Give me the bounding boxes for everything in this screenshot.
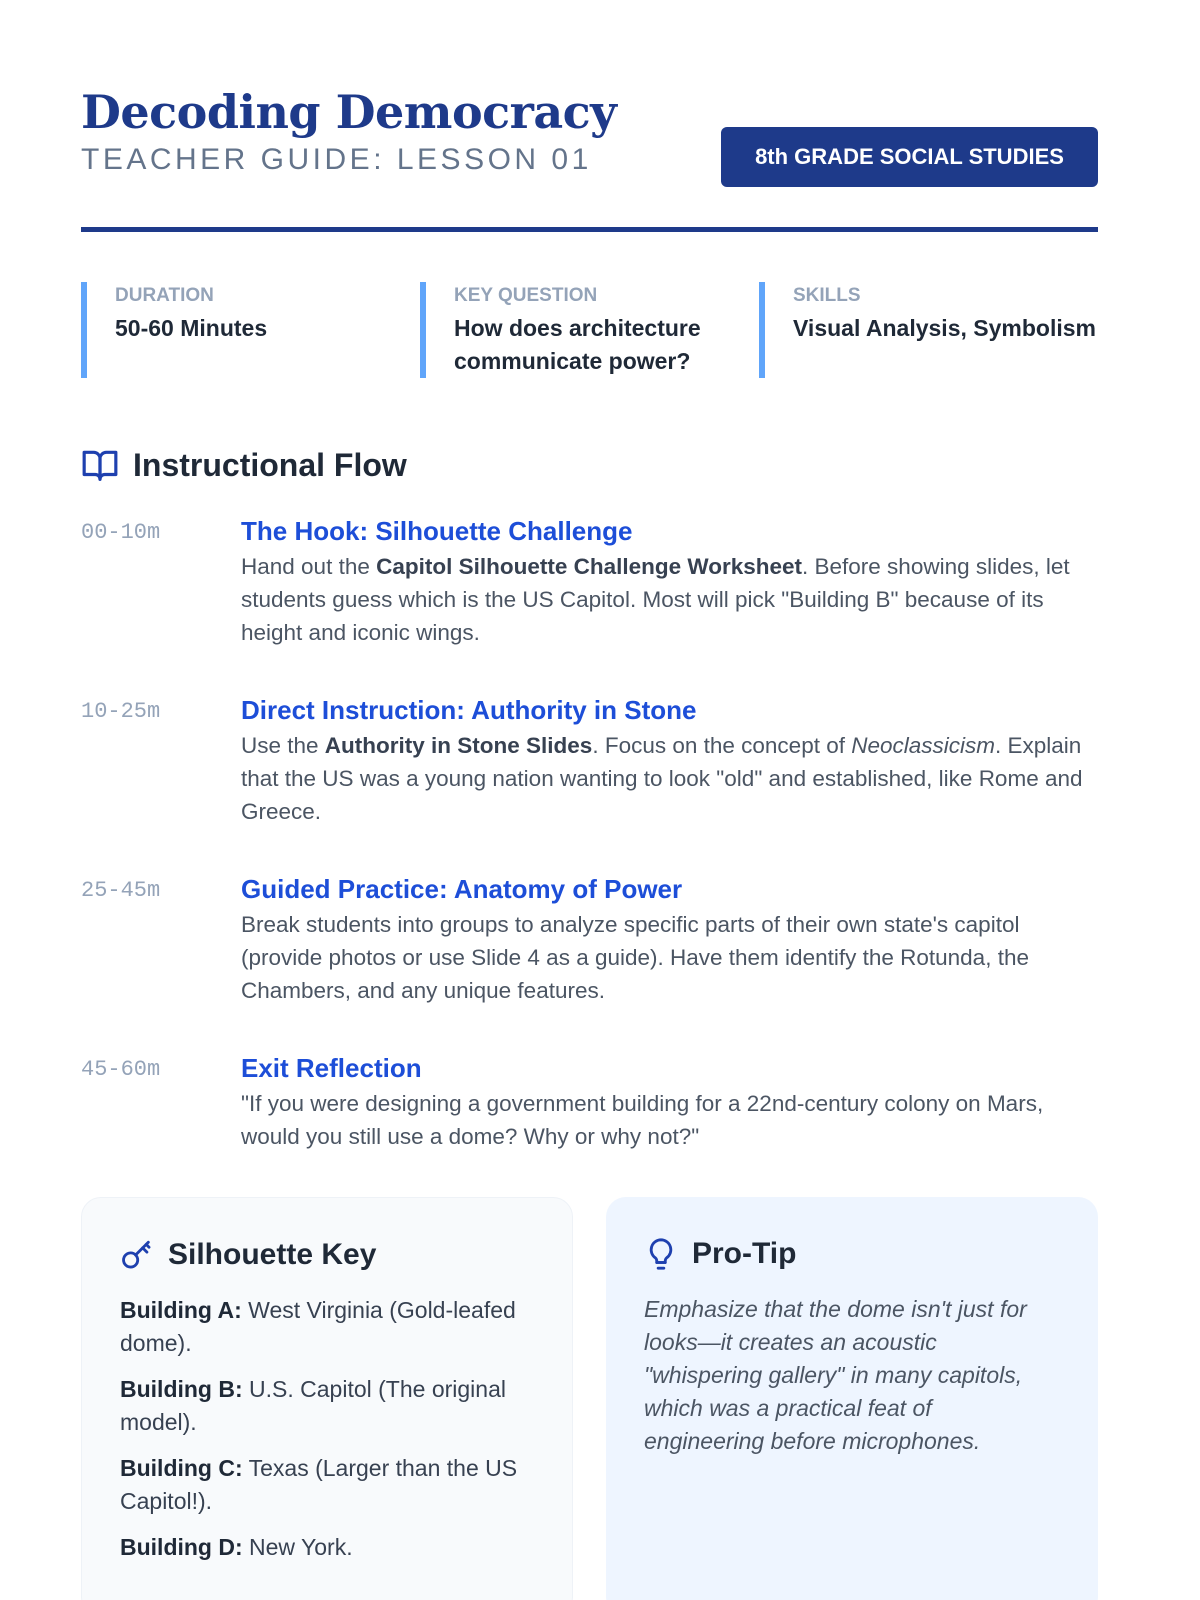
instructional-flow-list: [81, 514, 1098, 1153]
lesson-meta: [81, 282, 1098, 378]
italic-text: Neoclassicism: [851, 733, 996, 758]
key-item: [120, 1531, 534, 1564]
step-title: The Hook: Silhouette Challenge: [241, 516, 633, 546]
section-title: Instructional Flow: [133, 446, 407, 483]
key-item: [120, 1452, 534, 1518]
step-time: 00-10m: [81, 520, 161, 545]
meta-label: SKILLS: [793, 285, 861, 306]
step-time: 25-45m: [81, 878, 161, 903]
card-header: [120, 1238, 534, 1272]
step-body: [241, 514, 1098, 649]
card-header: [644, 1237, 1060, 1271]
meta-skills: [759, 282, 1098, 378]
key-item-text: Texas (Larger than the US Capitol!).: [120, 1455, 518, 1514]
grade-badge: 8th GRADE SOCIAL STUDIES: [721, 127, 1098, 187]
key-item-text: U.S. Capitol (The original model).: [120, 1376, 506, 1435]
flow-step: [81, 872, 1098, 1007]
meta-value: How does architecture communicate power?: [454, 315, 701, 374]
lightbulb-icon: [644, 1237, 678, 1271]
step-description: [241, 729, 1098, 828]
text-run: . Focus on the concept of: [592, 733, 852, 758]
step-body: [241, 872, 1098, 1007]
key-item-label: Building C:: [120, 1455, 243, 1481]
book-open-icon: [81, 446, 119, 484]
flow-step: [81, 693, 1098, 828]
page-header: [81, 0, 1098, 232]
flow-step: [81, 514, 1098, 649]
step-time: 45-60m: [81, 1057, 161, 1082]
step-time: 10-25m: [81, 699, 161, 724]
card-title: Silhouette Key: [168, 1238, 377, 1271]
key-item-label: Building D:: [120, 1534, 243, 1560]
text-run: Hand out the: [241, 554, 377, 579]
meta-duration: [81, 282, 420, 378]
meta-label: DURATION: [115, 285, 214, 306]
meta-value: Visual Analysis, Symbolism: [793, 315, 1096, 341]
meta-value: 50-60 Minutes: [115, 315, 268, 341]
silhouette-key-list: [120, 1294, 534, 1564]
meta-label: KEY QUESTION: [454, 285, 598, 306]
meta-key-question: [420, 282, 759, 378]
step-title: Direct Instruction: Authority in Stone: [241, 695, 697, 725]
text-run: . Explain that the US was a young nation wanting to look "old" and established, like Rome and Greece.: [241, 733, 1083, 824]
step-description: [241, 908, 1098, 1007]
pro-tip-text: Emphasize that the dome isn't just for looks—it creates an acoustic "whispering gallery" in many capitols, which was a practical feat of engineering before microphones.: [644, 1296, 1027, 1454]
key-item-label: Building B:: [120, 1376, 243, 1402]
step-body: [241, 693, 1098, 828]
key-icon: [120, 1238, 154, 1272]
text-run: Use the: [241, 733, 325, 758]
flow-step: [81, 1051, 1098, 1153]
step-title: Exit Reflection: [241, 1053, 422, 1083]
key-item-label: Building A:: [120, 1297, 242, 1323]
bold-text: Capitol Silhouette Challenge Worksheet: [376, 554, 803, 579]
card-title: Pro-Tip: [692, 1237, 797, 1270]
page-title: Decoding Democracy: [81, 85, 617, 139]
key-item: [120, 1294, 534, 1360]
bold-text: Authority in Stone Slides: [324, 733, 593, 758]
key-item-text: New York.: [242, 1534, 353, 1560]
step-description: [241, 1087, 1098, 1153]
page-subtitle: TEACHER GUIDE: LESSON 01: [81, 143, 592, 176]
pro-tip-card: [606, 1197, 1098, 1600]
text-run: "If you were designing a government building for a 22nd-century colony on Mars, would you still use a dome? Why or why not?": [241, 1091, 1044, 1149]
silhouette-key-card: [81, 1197, 573, 1600]
text-run: Break students into groups to analyze specific parts of their own state's capitol (provide photos or use Slide 4 as a guide). Have them identify the Rotunda, the Chambers, and any unique features.: [241, 912, 1029, 1003]
instructional-flow-heading: [81, 446, 1098, 484]
step-body: [241, 1051, 1098, 1153]
key-item: [120, 1373, 534, 1439]
step-title: Guided Practice: Anatomy of Power: [241, 874, 683, 904]
step-description: [241, 550, 1098, 649]
key-item-text: West Virginia (Gold-leafed dome).: [120, 1297, 516, 1356]
info-cards: [81, 1197, 1098, 1600]
text-run: . Before showing slides, let students guess which is the US Capitol. Most will pick "Building B" because of its height and iconic wings.: [241, 554, 1070, 645]
